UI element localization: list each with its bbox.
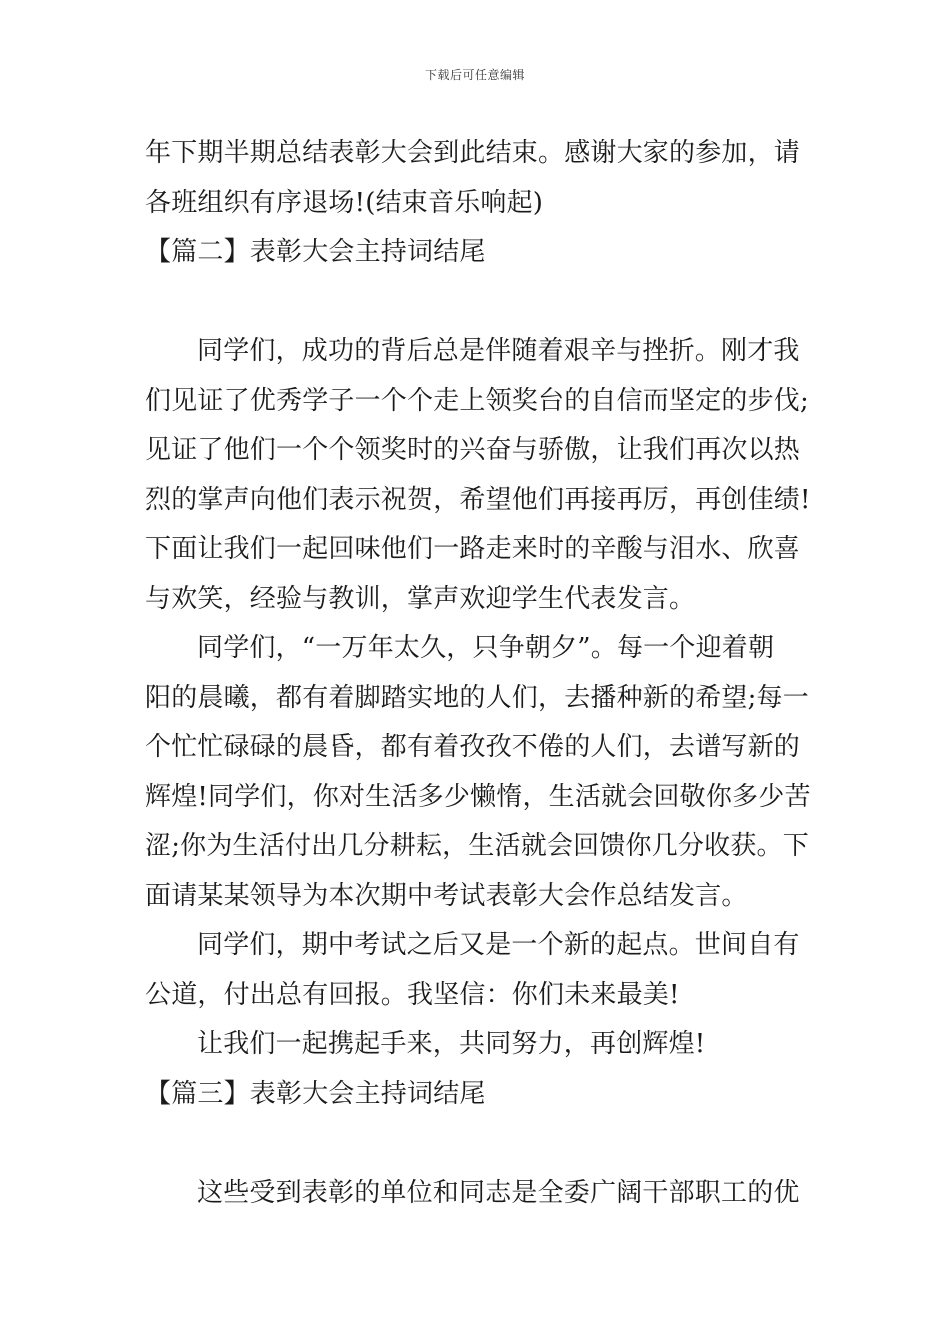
paragraph-first-line: 同学们，成功的背后总是伴随着艰辛与挫折。刚才我	[197, 336, 800, 366]
body-line: 下面让我们一起回味他们一路走来时的辛酸与泪水、欣喜	[145, 534, 801, 564]
page-header-note: 下载后可任意编辑	[424, 68, 525, 82]
body-line: 各班组织有序退场!(结束音乐响起)	[145, 187, 544, 218]
document-body	[145, 129, 811, 1218]
paragraph-first-line: 同学们，期中考试之后又是一个新的起点。世间自有	[197, 930, 800, 960]
body-line: 阳的晨曦，都有着脚踏实地的人们，去播种新的希望;每一	[145, 682, 809, 713]
body-line: 们见证了优秀学子一个个走上领奖台的自信而坚定的步伐;	[145, 385, 809, 416]
body-line: 面请某某领导为本次期中考试表彰大会作总结发言。	[145, 880, 748, 911]
body-line: 年下期半期总结表彰大会到此结束。感谢大家的参加，请	[145, 138, 801, 168]
body-line: 烈的掌声向他们表示祝贺，希望他们再接再厉，再创佳绩!	[145, 484, 811, 515]
body-line: 辉煌!同学们，你对生活多少懒惰，生活就会回敬你多少苦	[145, 781, 811, 812]
section-heading: 【篇三】表彰大会主持词结尾	[145, 1078, 486, 1109]
blank-line	[145, 278, 807, 328]
paragraph-first-line: 这些受到表彰的单位和同志是全委广阔干部职工的优	[197, 1177, 800, 1208]
paragraph-first-line: 同学们，“一万年太久，只争朝夕”。每一个迎着朝	[197, 633, 775, 663]
body-line: 公道，付出总有回报。我坚信：你们未来最美!	[145, 979, 680, 1010]
blank-line	[145, 1119, 807, 1169]
body-line: 见证了他们一个个领奖时的兴奋与骄傲，让我们再次以热	[145, 435, 801, 465]
body-line: 个忙忙碌碌的晨昏，都有着孜孜不倦的人们，去谱写新的	[145, 732, 801, 762]
body-line: 涩;你为生活付出几分耕耘，生活就会回馈你几分收获。下	[145, 831, 809, 861]
section-heading: 【篇二】表彰大会主持词结尾	[145, 237, 486, 267]
paragraph-first-line: 让我们一起携起手来，共同努力，再创辉煌!	[197, 1029, 706, 1059]
body-line: 与欢笑，经验与教训，掌声欢迎学生代表发言。	[145, 583, 696, 614]
